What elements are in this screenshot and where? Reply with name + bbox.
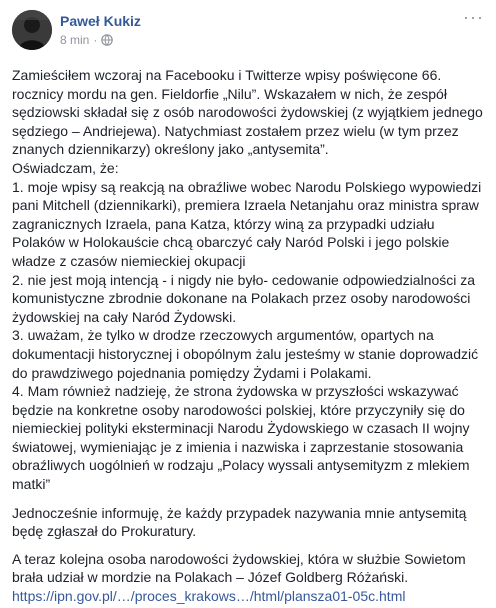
avatar-image xyxy=(12,10,52,50)
post-meta xyxy=(60,7,484,48)
post-header xyxy=(12,7,484,58)
globe-icon[interactable] xyxy=(101,34,113,46)
post-subline xyxy=(60,32,484,48)
author-name[interactable]: Paweł Kukiz xyxy=(60,13,141,29)
separator: · xyxy=(93,33,98,47)
post-body xyxy=(12,66,484,606)
avatar[interactable] xyxy=(12,10,52,50)
more-options-icon[interactable]: ··· xyxy=(463,7,484,27)
post-paragraph-prosecutor: Jednocześnie informuję, że każdy przypadek nazywania mnie antysemitą będę zgłaszał do Prokuratury. xyxy=(12,504,467,540)
post-paragraph-rozanski: A teraz kolejna osoba narodowości żydowskiej, która w służbie Sowietom brała udział w mordzie na Polakach – Józef Goldberg Różański. xyxy=(12,550,466,586)
ipn-link[interactable]: https://ipn.gov.pl/…/proces_krakows…/html/plansza01-05c.html xyxy=(12,588,406,605)
post-paragraph-main: Zamieściłem wczoraj na Facebooku i Twitterze wpisy poświęcone 66. rocznicy mordu na gen. Fieldorfie „Nilu”. Wskazałem w nich, że zespół sędziowski składał się z osób narodowości żydowskiej (z wyjątkiem jednego sędziego – Andriejewa). Natychmiast zostałem przez wielu (w tym przez znanych dziennikarzy) określony jako „antysemita”. Oświadczam, że: 1. moje wpisy są reakcją na obraźliwe wobec Narodu Polskiego wypowiedzi pani Mitchell (dziennikarki), premiera Izraela Netanjahu oraz ministra spraw zagranicznych Izraela, pana Katza, którzy winą za przypadki udziału Polaków w Holokauście chcą obarczyć cały Naród Polski i jego polskie władze z czasów niemieckiej okupacji 2. nie jest moją intencją - i nigdy nie było- cedowanie odpowiedzialności za komunistyczne zbrodnie dokonane na Polakach przez osoby narodowości żydowskiej na cały Naród Żydowski. 3. uważam, że tylko w drodze rzeczowych argumentów, opartych na dokumentacji historycznej i obopólnym żalu jesteśmy w stanie doprowadzić do prawdziwego pojednania pomiędzy Żydami i Polakami. 4. Mam również nadzieję, że strona żydowska w przyszłości wskazywać będzie na konkretne osoby narodowości polskiej, które przyczyniły się do niemieckiej polityki eksterminacji Narodu Żydowskiego w czasach II wojny światowej, wymieniając je z imienia i nazwiska i zaprzestanie stosowania obraźliwych uogólnień w rodzaju „Polacy wyssali antysemityzm z mlekiem matki” xyxy=(12,67,483,493)
post-timestamp[interactable]: 8 min xyxy=(60,33,90,47)
